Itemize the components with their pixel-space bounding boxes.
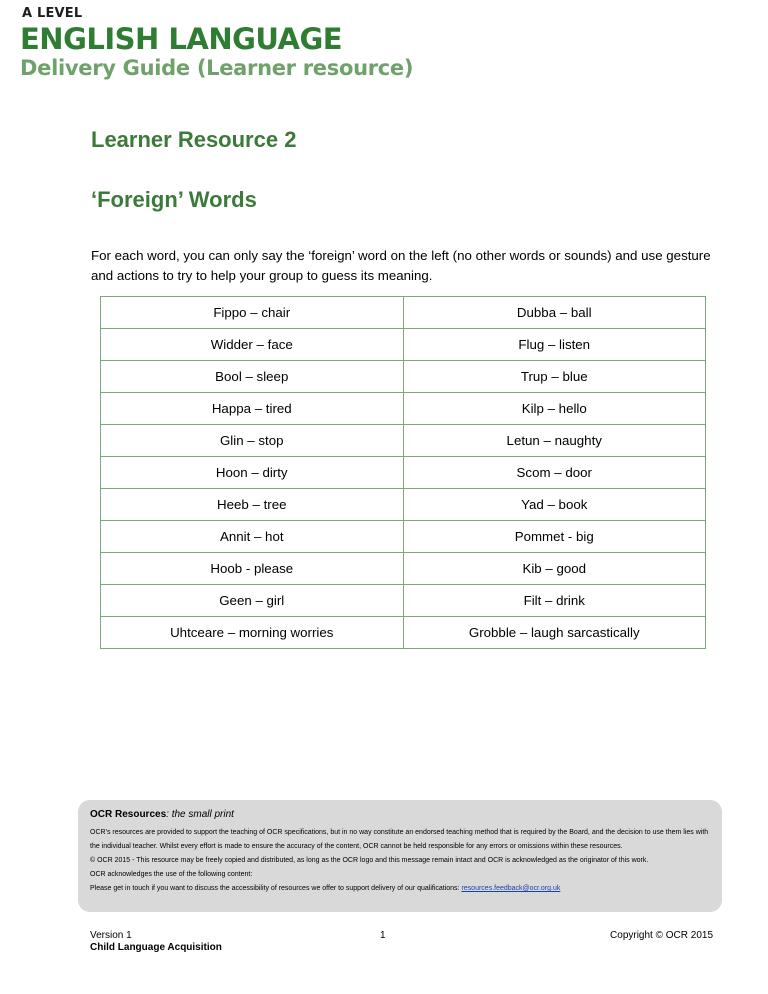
table-row [101,393,706,425]
foreign-word-cell: Bool – sleep [101,361,404,393]
intro-text: For each word, you can only say the ‘foreign’ word on the left (no other words or sounds) and use gesture and actions to try to help your group to guess its meaning. [91,248,711,283]
meaning-word-cell: Kilp – hello [403,393,706,425]
foreign-word-cell: Happa – tired [101,393,404,425]
table-row [101,489,706,521]
foreign-word-cell: Heeb – tree [101,489,404,521]
meaning-word-cell: Yad – book [403,489,706,521]
footer-unit: Child Language Acquisition [90,942,222,953]
smallprint-title-italic: : the small print [166,809,234,820]
footer-version: Version 1 [90,930,132,941]
meaning-word-cell: Filt – drink [403,585,706,617]
table-row [101,425,706,457]
table-row [101,361,706,393]
table-row [101,521,706,553]
foreign-word-cell: Geen – girl [101,585,404,617]
smallprint-body [90,826,712,896]
header-level: A LEVEL [22,6,83,21]
meaning-word-cell: Letun – naughty [403,425,706,457]
footer-copyright: Copyright © OCR 2015 [610,930,713,941]
meaning-word-cell: Trup – blue [403,361,706,393]
table-row [101,553,706,585]
page-title: Learner Resource 2 [91,127,297,152]
meaning-word-cell: Scom – door [403,457,706,489]
smallprint-title-bold: OCR Resources [90,809,167,820]
meaning-word-cell: Flug – listen [403,329,706,361]
meaning-word-cell: Dubba – ball [403,297,706,329]
foreign-word-cell: Widder – face [101,329,404,361]
footer-page-number: 1 [380,930,386,941]
table-row [101,585,706,617]
foreign-word-cell: Hoob - please [101,553,404,585]
meaning-word-cell: Grobble – laugh sarcastically [403,617,706,649]
smallprint-line: OCR acknowledges the use of the following content: [90,871,253,878]
smallprint-box [78,800,722,912]
smallprint-line: OCR’s resources are provided to support the teaching of OCR specifications, but in no way constitute an endorsed teaching method that is required by the Board, and the decision to use them lies with the individual teacher. Whilst every effort is made to ensure the accuracy of the content, OCR cannot be held responsible for any errors or omissions within these resources. [90,829,709,850]
foreign-word-cell: Fippo – chair [101,297,404,329]
feedback-email-link[interactable]: resources.feedback@ocr.org.uk [461,885,561,892]
smallprint-title [90,809,234,820]
table-row [101,329,706,361]
page-subtitle: ‘Foreign’ Words [91,187,257,212]
table-row [101,457,706,489]
smallprint-line: © OCR 2015 - This resource may be freely copied and distributed, as long as the OCR logo and this message remain intact and OCR is acknowledged as the originator of this work. [90,857,649,864]
table-row [101,617,706,649]
words-table [100,296,706,649]
foreign-word-cell: Glin – stop [101,425,404,457]
table-row [101,297,706,329]
foreign-word-cell: Annit – hot [101,521,404,553]
meaning-word-cell: Pommet - big [403,521,706,553]
smallprint-contact-text: Please get in touch if you want to discuss the accessibility of resources we offer to support delivery of our qualifications: [90,885,462,892]
foreign-word-cell: Uhtceare – morning worries [101,617,404,649]
header-guide: Delivery Guide (Learner resource) [20,56,414,80]
meaning-word-cell: Kib – good [403,553,706,585]
footer-left [90,930,222,954]
foreign-word-cell: Hoon – dirty [101,457,404,489]
smallprint-line [90,882,712,896]
header-subject: ENGLISH LANGUAGE [20,22,343,56]
